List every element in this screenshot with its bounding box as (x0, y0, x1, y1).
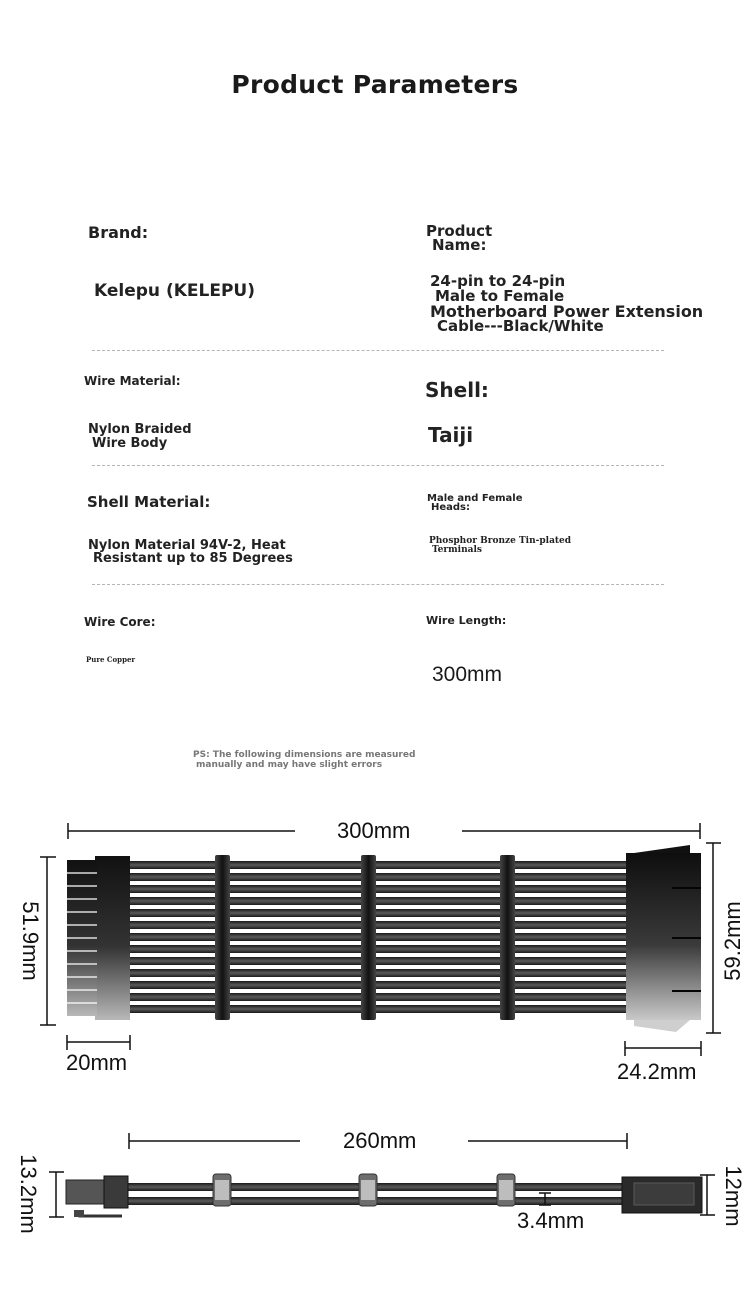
product-name-value-line-4: Cable---Black/White (437, 317, 604, 335)
wire-length-label: Wire Length: (426, 614, 507, 627)
side-left-connector (66, 1176, 128, 1217)
heads-label-line-1: Male and Female (427, 493, 523, 504)
brand-label: Brand: (88, 223, 149, 242)
wire-material-value-line-1: Nylon Braided (88, 422, 192, 437)
brand-value: Kelepu (KELEPU) (94, 281, 255, 301)
dimension-right-connector: 24.2mm (617, 1059, 697, 1084)
right-connector-width-line (625, 1041, 701, 1056)
left-connector-width-line (67, 1035, 130, 1050)
dimension-height-left: 51.9mm (18, 901, 43, 981)
product-name-value-line-2: Male to Female (435, 287, 565, 305)
product-name-value-line-1: 24-pin to 24-pin (430, 272, 566, 290)
right-connector (626, 845, 701, 1032)
measurement-note-line-2: manually and may have slight errors (196, 760, 383, 770)
product-name-label-line-2: Name: (432, 236, 487, 254)
dimension-side-height-left: 13.2mm (16, 1154, 41, 1234)
shell-material-value-line-2: Resistant up to 85 Degrees (93, 551, 293, 566)
left-connector (67, 856, 130, 1020)
dimension-length-300: 300mm (337, 818, 411, 843)
wire-core-value: Pure Copper (86, 655, 136, 664)
wire-material-label: Wire Material: (84, 374, 181, 388)
heads-label-line-2: Heads: (431, 502, 471, 513)
dimension-length-260: 260mm (343, 1128, 417, 1153)
product-name-value-line-3: Motherboard Power Extension (430, 302, 704, 321)
page-title: Product Parameters (231, 70, 519, 99)
heads-value-line-2: Terminals (432, 545, 482, 555)
dimension-side-height-right: 12mm (721, 1165, 746, 1227)
measurement-note-line-1: PS: The following dimensions are measured (193, 750, 416, 760)
heads-value-line-1: Phosphor Bronze Tin-plated (429, 536, 572, 546)
dimension-left-connector: 20mm (66, 1050, 128, 1075)
shell-value: Taiji (428, 423, 474, 447)
right-height-dimension-line (706, 843, 721, 1033)
shell-label: Shell: (425, 378, 489, 402)
wire-material-value-line-2: Wire Body (92, 436, 168, 451)
bottom-left-height-line (49, 1172, 64, 1217)
product-name-label-line-1: Product (426, 222, 493, 240)
shell-material-value-line-1: Nylon Material 94V-2, Heat (88, 538, 286, 553)
wire-core-label: Wire Core: (84, 615, 156, 629)
wire-length-value: 300mm (432, 663, 503, 686)
side-right-connector (622, 1177, 702, 1213)
dimension-wire-gap: 3.4mm (517, 1208, 585, 1233)
shell-material-label: Shell Material: (87, 493, 211, 511)
dimension-height-right: 59.2mm (720, 901, 745, 981)
